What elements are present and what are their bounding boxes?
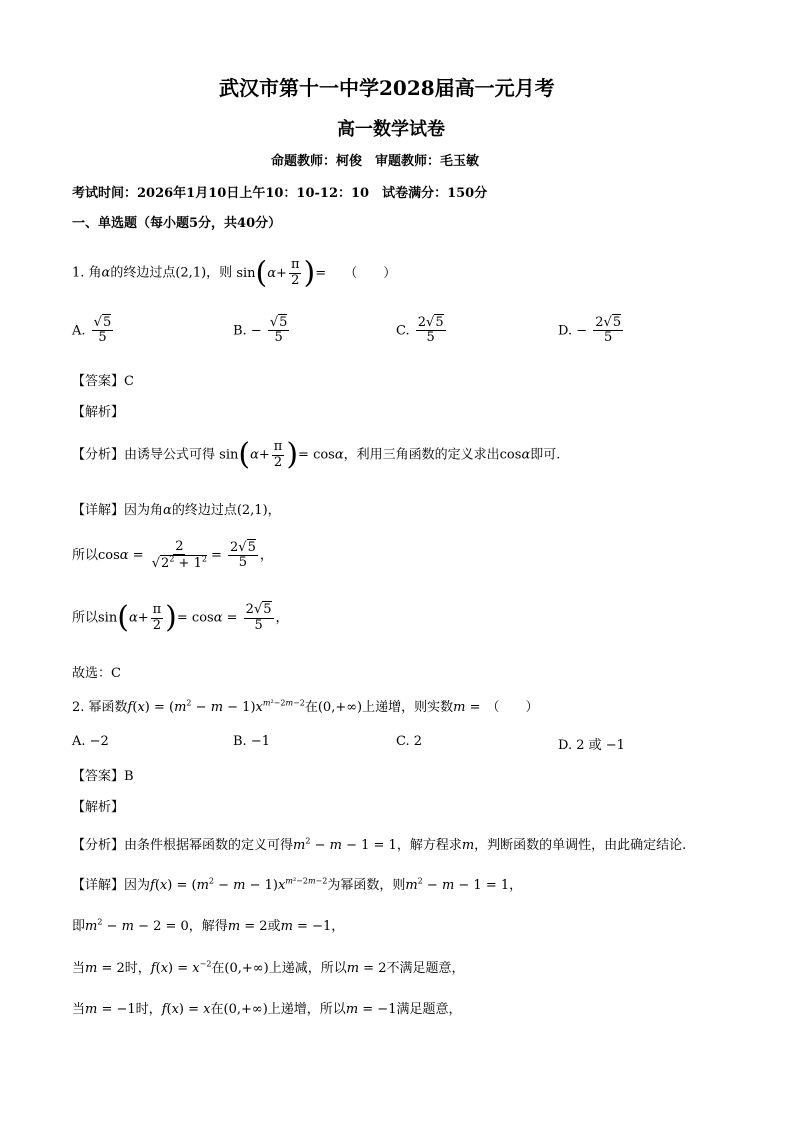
q1-conclusion: 故选：C <box>72 666 121 681</box>
teachers-line: 命题教师：柯俊 审题教师：毛玉敏 <box>271 154 480 169</box>
q1-xiangjie: 【详解】因为角α的终边过点(2,1)， <box>72 503 281 518</box>
q1-step-sin: 所以sin(α+ $\frac{\pi}{2}$ )= cosα = $\frac{2√ 5}{5}$ ， <box>72 603 289 633</box>
q2-option-b: B. −1 <box>233 734 270 749</box>
q2-stem: 2. 幂函数$f(x) = (m^2 - m - 1)x^{m^2-2m-2}$在(0,+∞)上递增，则实数m = （ ） <box>72 698 539 715</box>
q1-stem: 1. 角α的终边过点(2,1)，则 sin(α+ $\frac{\pi}{2}$ )= （ ） <box>72 255 397 290</box>
section-heading: 一、单选题（每小题5分，共40分） <box>72 216 282 231</box>
q2-option-a: A. −2 <box>72 734 109 749</box>
q1-option-c: C. $\frac{2√ 5}{5}$ <box>396 316 448 346</box>
q2-option-d: D. 2 或 −1 <box>558 738 625 753</box>
q2-xiangjie: 【详解】因为$f(x) = (m^2 - m - 1)x^{m^2-2m-2}$为幂函数，则$m^2 - m - 1 = 1$， <box>72 876 523 893</box>
q1-option-b: B. − √ $\frac{5}{5}$ <box>233 316 291 346</box>
q2-case-m-neg1: 当m = −1时，f(x) = x在(0,+∞)上递增，所以m = −1满足题意， <box>72 1002 462 1017</box>
exam-title: 武汉市第十一中学2028届高一元月考 <box>219 76 555 100</box>
alpha-symbol: α <box>101 265 111 281</box>
q1-option-d: D. − $\frac{2√ 5}{5}$ <box>558 316 625 346</box>
q2-analysis-tag: 【解析】 <box>72 800 125 815</box>
exam-subtitle: 高一数学试卷 <box>337 119 445 140</box>
exam-info: 考试时间：2026年1月10日上午10：10-12：10 试卷满分：150分 <box>72 186 488 201</box>
q2-option-c: C. 2 <box>396 734 423 749</box>
q1-answer: 【答案】C <box>72 374 134 389</box>
q2-answer: 【答案】B <box>72 769 134 784</box>
q1-step-cos: 所以cosα = 2 √ $2^2 + 1^2$ = $\frac{2√ 5}{5}$ ， <box>72 540 273 571</box>
q1-expression: sin(α+ $\frac{\pi}{2}$ )= <box>236 255 327 290</box>
q2-step-solve: 即$m^2 - m - 2 = 0$，解得m = 2或m = −1， <box>72 917 345 934</box>
q1-analysis-tag: 【解析】 <box>72 405 125 420</box>
q1-fenxi: 【分析】由诱导公式可得 sin(α+ $\frac{\pi}{2}$ )= cosα，利用三角函数的定义求出cosα即可. <box>72 437 561 472</box>
q2-case-m2: 当m = 2时，$f(x) = x^{-2}$在(0,+∞)上递减，所以m = 2不满足题意， <box>72 959 465 976</box>
q2-fenxi: 【分析】由条件根据幂函数的定义可得$m^2 - m - 1 = 1$，解方程求m，判断函数的单调性，由此确定结论. <box>72 836 687 853</box>
q1-option-a: A. √ $\frac{5}{5}$ <box>72 316 115 346</box>
